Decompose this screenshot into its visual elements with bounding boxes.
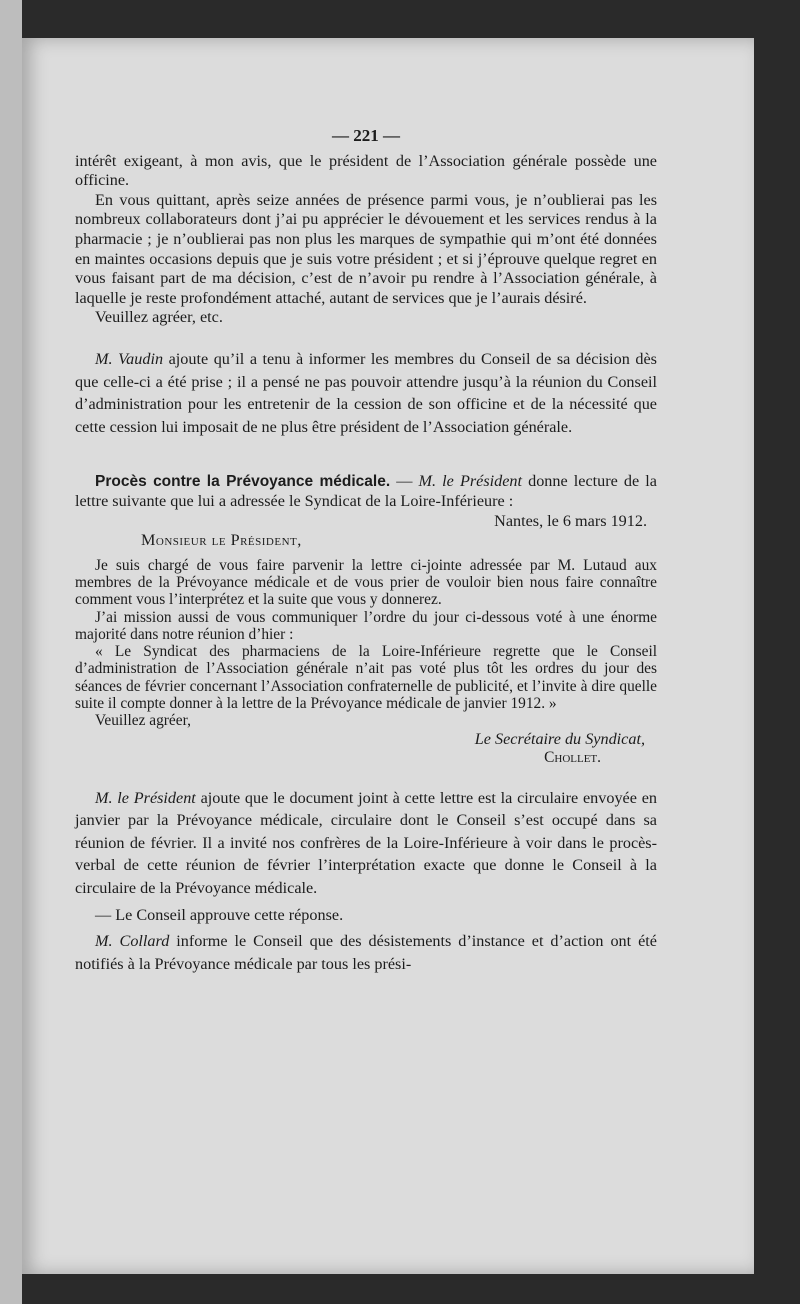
closing-formula: Veuillez agréer, etc. [95, 308, 223, 327]
paragraph-proces [75, 472, 657, 511]
letter-paragraph-1: Je suis chargé de vous faire parvenir la lettre ci-jointe adressée par M. Lutaud aux membres de la Prévoyance médicale et de vous prier de vouloir bien nous faire connaître comment vous l’interprétez et la suite que vous y donnerez. [75, 556, 657, 609]
paragraph-president [75, 787, 657, 900]
letter-body [75, 557, 657, 730]
paragraph-vaudin [75, 348, 657, 438]
signature-name: Chollet. [544, 749, 601, 767]
letter-closing: Veuillez agréer, [95, 712, 191, 730]
proces-text: donne lecture de la lettre suivante que lui a adressée le Syndicat de la Loire-Inférieure : [75, 472, 657, 510]
paragraph-continuation: intérêt exigeant, à mon avis, que le président de l’Association générale possède une officine. [75, 151, 657, 190]
letter-salutation: Monsieur le Président, [141, 531, 302, 550]
collard-text: informe le Conseil que des désistements d’instance et d’action ont été notifiés à la Prévoyance médicale par tous les prési- [75, 932, 657, 973]
page-content [75, 126, 657, 975]
speaker-vaudin: M. Vaudin [95, 349, 164, 368]
speaker-collard: M. Collard [95, 932, 170, 951]
vaudin-text: ajoute qu’il a tenu à informer les membres du Conseil de sa décision dès que celle-ci a été prise ; il a pensé ne pas pouvoir attendre jusqu’à la réunion du Conseil d’administration pour les entretenir de la cession de son officine et de la nécessité que cette cession lui imposait de ne plus être président de l’Association générale. [75, 349, 657, 436]
letter-paragraph-2: J’ai mission aussi de vous communiquer l’ordre du jour ci-dessous voté à une énorme majorité dans notre réunion d’hier : [75, 608, 657, 643]
adjacent-page-edge [0, 0, 22, 1304]
paragraph-collard [75, 930, 657, 975]
section-heading: Procès contre la Prévoyance médicale. [95, 473, 391, 491]
president-text: ajoute que le document joint à cette lettre est la circulaire envoyée en janvier par la Prévoyance médicale, circulaire dont le Conseil s’est occupé dans sa réunion de février. Il a invité nos confrères de la Loire-Inférieure à voir dans le procès-verbal de cette réunion de février l’interprétation exacte que donne le Conseil à la circulaire de la Prévoyance médicale. [75, 788, 657, 897]
speaker-president: M. le Président [418, 472, 523, 491]
letter-quote: « Le Syndicat des pharmaciens de la Loire-Inférieure regrette que le Conseil d’administration de l’Association générale n’ait pas voté plus tôt les ordres du jour des séances de février concernant l’Association confraternelle de publicité, et l’invite à dire quelle suite il compte donner à la lettre de la Prévoyance médicale de janvier 1912. » [75, 643, 657, 713]
letter-date: Nantes, le 6 mars 1912. [494, 511, 647, 530]
heading-dash: — [390, 472, 419, 491]
signature-title: Le Secrétaire du Syndicat, [474, 729, 645, 748]
paragraph-farewell: En vous quittant, après seize années de présence parmi vous, je n’oublierai pas les nombreux collaborateurs dont j’ai pu apprécier le dévouement et les services rendus à la pharmacie ; je n’oublierai pas non plus les marques de sympathie qui m’ont été données en maintes occasions depuis que je suis votre président ; et si j’éprouve quelque regret en vous faisant part de ma décision, c’est de n’avoir pu rendre à l’Association générale, à laquelle je reste profondément attaché, autant de services que je l’aurais désiré. [75, 190, 657, 307]
speaker-president-2: M. le Président [95, 788, 196, 807]
document-page [22, 38, 754, 1274]
paragraph-approval: — Le Conseil approuve cette réponse. [95, 905, 344, 924]
page-number: — 221 — [332, 126, 400, 145]
